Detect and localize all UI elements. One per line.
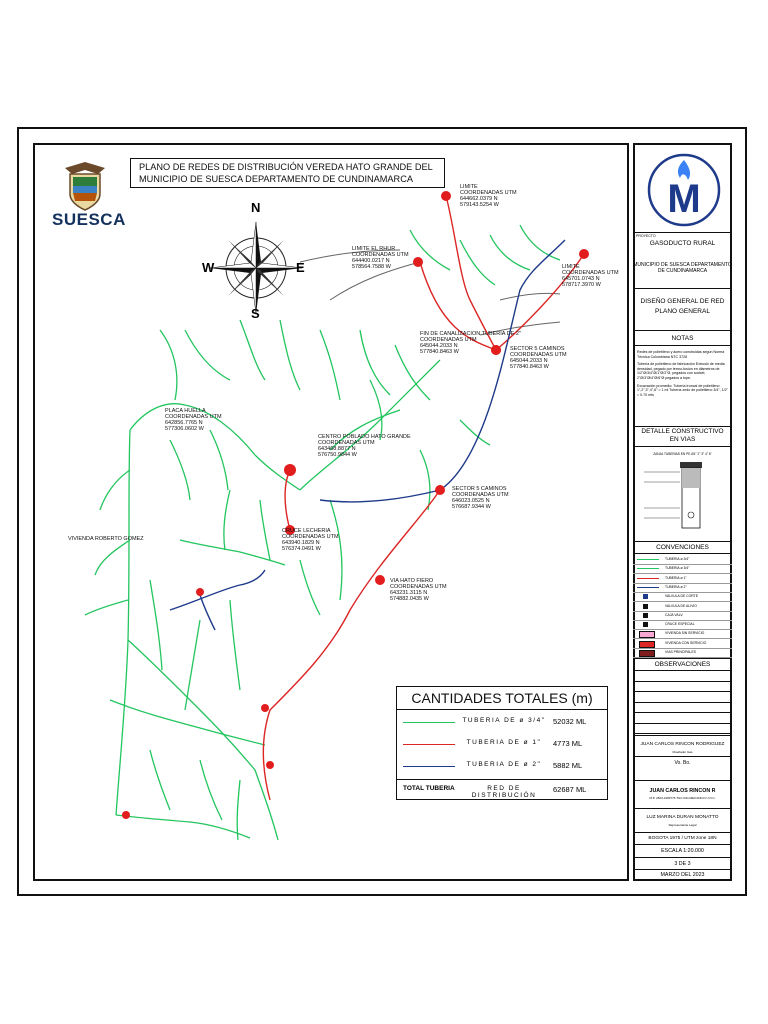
legend-label: TUBERIA ø 3/4" bbox=[665, 566, 690, 571]
point-label-coord: 577306.0602 W bbox=[165, 426, 204, 432]
point-label-coord: COORDENADAS UTM bbox=[282, 534, 339, 540]
point-label-name: CENTRO POBLADO HATO GRANDE bbox=[318, 434, 411, 440]
point-label-coord: 579143.5254 W bbox=[460, 202, 499, 208]
green-pipe-segment bbox=[85, 600, 128, 615]
legend-line-red bbox=[403, 744, 455, 745]
point-marker bbox=[413, 257, 423, 267]
point-label-coord: 645044.2033 N bbox=[510, 358, 548, 364]
green-pipe-segment bbox=[100, 470, 130, 510]
detail-header-2: EN VIAS bbox=[669, 436, 696, 443]
company-logo-letter: M bbox=[667, 177, 701, 221]
point-label-name: SECTOR 5 CAMINOS bbox=[452, 486, 507, 492]
green-pipe-segment bbox=[240, 320, 265, 380]
quantities-table bbox=[396, 686, 608, 800]
legend-swatch bbox=[643, 613, 648, 618]
legend-label: CAJA VALV. bbox=[665, 612, 684, 617]
green-pipe-segment bbox=[300, 560, 320, 615]
quantity-total-row bbox=[397, 781, 607, 803]
compass-rose bbox=[210, 222, 302, 314]
green-pipe-segment bbox=[420, 450, 430, 510]
designer-name: JUAN CARLOS RINCON RODRIGUEZ bbox=[640, 742, 725, 747]
green-pipe-segment bbox=[185, 620, 200, 710]
map-title bbox=[130, 158, 445, 188]
green-pipe-segment bbox=[460, 240, 495, 285]
point-label-coord: COORDENADAS UTM bbox=[510, 352, 567, 358]
green-pipe-segment bbox=[160, 330, 177, 400]
legend-swatch bbox=[639, 650, 655, 657]
detail-header-1: DETALLE CONSTRUCTIVO bbox=[641, 428, 724, 435]
green-pipe-segment bbox=[110, 700, 265, 745]
legend-swatch bbox=[637, 559, 659, 560]
green-pipe-segment bbox=[128, 640, 278, 840]
quantity-label: TUBERIA DE ø 3/4" bbox=[462, 717, 546, 724]
point-marker bbox=[375, 575, 385, 585]
legend-swatch bbox=[643, 594, 648, 599]
quantity-row bbox=[397, 713, 607, 735]
scale-label: ESCALA 1:20.000 bbox=[661, 848, 704, 854]
quantity-value: 4773 ML bbox=[553, 739, 583, 748]
point-label-coord: 643231.3115 N bbox=[390, 590, 428, 596]
legend-swatch bbox=[637, 568, 659, 569]
green-pipe-segment bbox=[370, 380, 382, 440]
legend-item bbox=[633, 648, 732, 658]
point-label-name: VIA HATO FIERO bbox=[390, 578, 434, 584]
point-label-coord: 645044.2033 N bbox=[420, 343, 458, 349]
project-tag: PROYECTO bbox=[636, 234, 656, 238]
point-marker bbox=[284, 464, 296, 476]
point-label-name: LIMITE bbox=[460, 184, 478, 190]
quantity-value: 5882 ML bbox=[553, 761, 583, 770]
point-label-coord: COORDENADAS UTM bbox=[460, 190, 517, 196]
notes-list bbox=[637, 350, 729, 397]
green-pipe-segment bbox=[237, 780, 240, 840]
point-label-coord: 576374.0491 W bbox=[282, 546, 321, 552]
project-name: GASODUCTO RURAL bbox=[649, 240, 716, 247]
point-label-coord: 574882.0435 W bbox=[390, 596, 429, 602]
legend-line-blue bbox=[403, 766, 455, 767]
green-pipe-segment bbox=[320, 330, 340, 400]
note-item: Excavación promedio: Tubería troncal de polietileno 1",2",3",4",6" = 1 ml Tubería zedo de polietileno 3/4", 1/2" = 0.70 mts bbox=[637, 383, 728, 397]
point-label-coord: 576750.9844 W bbox=[318, 452, 357, 458]
municipality-logo-text: SUESCA bbox=[52, 210, 126, 229]
green-pipe-segment bbox=[185, 330, 230, 380]
legend-swatch bbox=[639, 631, 655, 638]
green-pipe-segment bbox=[116, 430, 130, 815]
legend-label: VALVULA DE CORTE bbox=[665, 594, 698, 599]
green-pipe-segment bbox=[150, 750, 170, 810]
point-label-coord: 646023.0525 N bbox=[452, 498, 490, 504]
legend-header: CONVENCIONES bbox=[656, 544, 709, 551]
legend-label: VIVIENDA CON SERVICIO bbox=[665, 640, 707, 645]
point-label-coord: COORDENADAS UTM bbox=[390, 584, 447, 590]
quantities-title: CANTIDADES TOTALES (m) bbox=[411, 690, 593, 706]
legend-label: VIAS PRINCIPALES bbox=[665, 650, 696, 654]
point-label-coord: 642856.7765 N bbox=[165, 420, 203, 426]
green-pipe-segment bbox=[280, 320, 300, 390]
map-title-line1: PLANO DE REDES DE DISTRIBUCIÓN VEREDA HATO GRANDE DEL bbox=[139, 162, 433, 172]
reviewer-detail: M.P. 2523-3183776 TGC ING.MECANICO U.N.C. bbox=[649, 796, 716, 800]
notes-header: NOTAS bbox=[671, 335, 694, 342]
point-label-coord: 578564.7588 W bbox=[352, 264, 391, 270]
point-label-coord: 644662.0379 N bbox=[460, 196, 498, 202]
drawing-title-2: PLANO GENERAL bbox=[655, 308, 710, 315]
project-location: MUNICIPIO DE SUESCA DEPARTAMENTO DE CUNDINAMARCA bbox=[633, 262, 732, 274]
legend-line-green bbox=[403, 722, 455, 723]
green-pipe-segment bbox=[170, 440, 190, 500]
legend-label: VIVIENDA SIN SERVICIO bbox=[665, 631, 705, 636]
point-marker bbox=[122, 811, 130, 819]
point-label-coord: COORDENADAS UTM bbox=[318, 440, 375, 446]
designer-role: Diseñador Gas bbox=[672, 750, 693, 754]
point-label-coord: 644400.0217 N bbox=[352, 258, 390, 264]
point-label-coord: 577840.8463 W bbox=[420, 349, 459, 355]
coordinator-role: Representante Legal bbox=[668, 823, 697, 827]
point-label-coord: 643940.1829 N bbox=[282, 540, 320, 546]
point-label-name: PLACA HUELLA bbox=[165, 408, 206, 414]
point-label-name: FIN DE CANALIZACION TUBERIA DE 2" bbox=[420, 331, 521, 337]
point-marker bbox=[261, 704, 269, 712]
quantity-total-desc: RED DE DISTRIBUCIÓN bbox=[471, 785, 537, 799]
point-label-coord: 645701.0743 N bbox=[562, 276, 600, 282]
point-label-coord: 577840.8463 W bbox=[510, 364, 549, 370]
suesca-coat-of-arms bbox=[60, 160, 110, 212]
legend-swatch bbox=[643, 622, 648, 627]
observation-line bbox=[633, 712, 732, 713]
point-label-coord: COORDENADAS UTM bbox=[452, 492, 509, 498]
legend-label: VALVULA DE ALIVIO bbox=[665, 603, 697, 608]
quantity-row bbox=[397, 757, 607, 779]
legend-label: TUBERIA ø 1" bbox=[665, 575, 687, 580]
point-marker bbox=[579, 249, 589, 259]
reviewer-name: JUAN CARLOS RINCON R bbox=[649, 788, 716, 794]
legend-swatch bbox=[637, 578, 659, 579]
vobo-label: Vo. Bo. bbox=[674, 760, 691, 766]
green-pipe-segment bbox=[460, 420, 490, 445]
quantity-total-value: 62687 ML bbox=[553, 785, 587, 794]
green-pipe-segment bbox=[150, 580, 162, 670]
legend-label: TUBERIA ø 2" bbox=[665, 584, 687, 589]
legend-label: CRUCE ESPECIAL bbox=[665, 622, 695, 627]
legend-swatch bbox=[637, 587, 659, 588]
compass-s: S bbox=[251, 306, 260, 321]
company-logo bbox=[646, 152, 722, 228]
note-item: Tubería de polietileno de fabricación Extrusió de media densidad, pegado por termo-fusion en diámetros de 1/2"Ø/3/4"Ø/1"Ø/2"Ø, pegados con socket; 2"Ø/3"Ø/4"Ø/6"Ø pegados a tope. bbox=[637, 362, 725, 380]
quantity-total-label: TOTAL TUBERIA bbox=[403, 785, 455, 792]
coordinator-name: LUZ MARINA DURAN MONATTO bbox=[646, 815, 719, 820]
observation-line bbox=[633, 681, 732, 682]
green-pipe-segment bbox=[360, 330, 390, 395]
quantity-row bbox=[397, 735, 607, 757]
observations-header: OBSERVACIONES bbox=[654, 661, 711, 668]
point-label-coord: COORDENADAS UTM bbox=[562, 270, 619, 276]
observation-line bbox=[633, 702, 732, 703]
compass-e: E bbox=[296, 260, 305, 275]
point-marker bbox=[196, 588, 204, 596]
compass-n: N bbox=[251, 200, 261, 215]
point-marker bbox=[491, 345, 501, 355]
legend-label: TUBERIA ø 3/4" bbox=[665, 557, 690, 561]
point-marker bbox=[266, 761, 274, 769]
observation-line bbox=[633, 691, 732, 692]
sheet-number: 3 DE 3 bbox=[674, 861, 691, 867]
note-item: Redes de polietileno y acero construidas según Norma Técnica Colombiana NTC 3728 bbox=[637, 350, 725, 359]
green-pipe-segment bbox=[230, 600, 240, 690]
green-pipe-segment bbox=[330, 500, 342, 600]
quantity-value: 52032 ML bbox=[553, 717, 587, 726]
compass-w: W bbox=[202, 260, 215, 275]
green-pipe-segment bbox=[210, 430, 228, 490]
green-pipe-segment bbox=[520, 225, 560, 260]
point-label-coord: 576687.9344 W bbox=[452, 504, 491, 510]
point-label-name: LIMITE bbox=[562, 264, 580, 270]
point-label-name: CRUCE LECHERIA bbox=[282, 528, 331, 534]
datum-label: BOGOTA 1975 / UTM zone 18N bbox=[648, 836, 717, 841]
green-pipe-segment bbox=[200, 760, 222, 820]
date-label: MARZO DEL 2023 bbox=[660, 872, 705, 878]
point-label-coord: 643468.8877 N bbox=[318, 446, 356, 452]
green-pipe-segment bbox=[300, 360, 440, 490]
quantity-label: TUBERIA DE ø 2" bbox=[466, 761, 542, 768]
green-pipe-segment bbox=[95, 540, 130, 575]
point-marker bbox=[441, 191, 451, 201]
point-marker bbox=[435, 485, 445, 495]
quantity-label: TUBERIA DE ø 1" bbox=[466, 739, 542, 746]
trench-detail-drawing bbox=[640, 460, 728, 535]
point-label-coord: COORDENADAS UTM bbox=[420, 337, 477, 343]
green-pipe-segment bbox=[116, 815, 250, 838]
detail-caption: ZANJA TUBERIAS EN PE Ø1" 2" 3" 4" 6" bbox=[653, 452, 712, 456]
observation-line bbox=[633, 723, 732, 724]
point-label-coord: COORDENADAS UTM bbox=[165, 414, 222, 420]
observation-line bbox=[633, 733, 732, 734]
drawing-title-1: DISEÑO GENERAL DE RED bbox=[640, 298, 725, 305]
green-pipe-segment bbox=[490, 235, 530, 270]
point-label-name: SECTOR 5 CAMINOS bbox=[510, 346, 565, 352]
point-label-coord: 578717.3970 W bbox=[562, 282, 601, 288]
map-title-line2: MUNICIPIO DE SUESCA DEPARTAMENTO DE CUNDINAMARCA bbox=[139, 173, 413, 184]
legend-swatch bbox=[639, 641, 655, 648]
legend-swatch bbox=[643, 604, 648, 609]
green-pipe-segment bbox=[224, 490, 230, 550]
point-label-name: LIMITE EL RHUR bbox=[352, 246, 396, 252]
green-pipe-segment bbox=[260, 500, 270, 560]
point-label-name: VIVIENDA ROBERTO GOMEZ bbox=[68, 536, 144, 542]
green-pipe-segment bbox=[180, 540, 285, 565]
point-label-coord: COORDENADAS UTM bbox=[352, 252, 409, 258]
